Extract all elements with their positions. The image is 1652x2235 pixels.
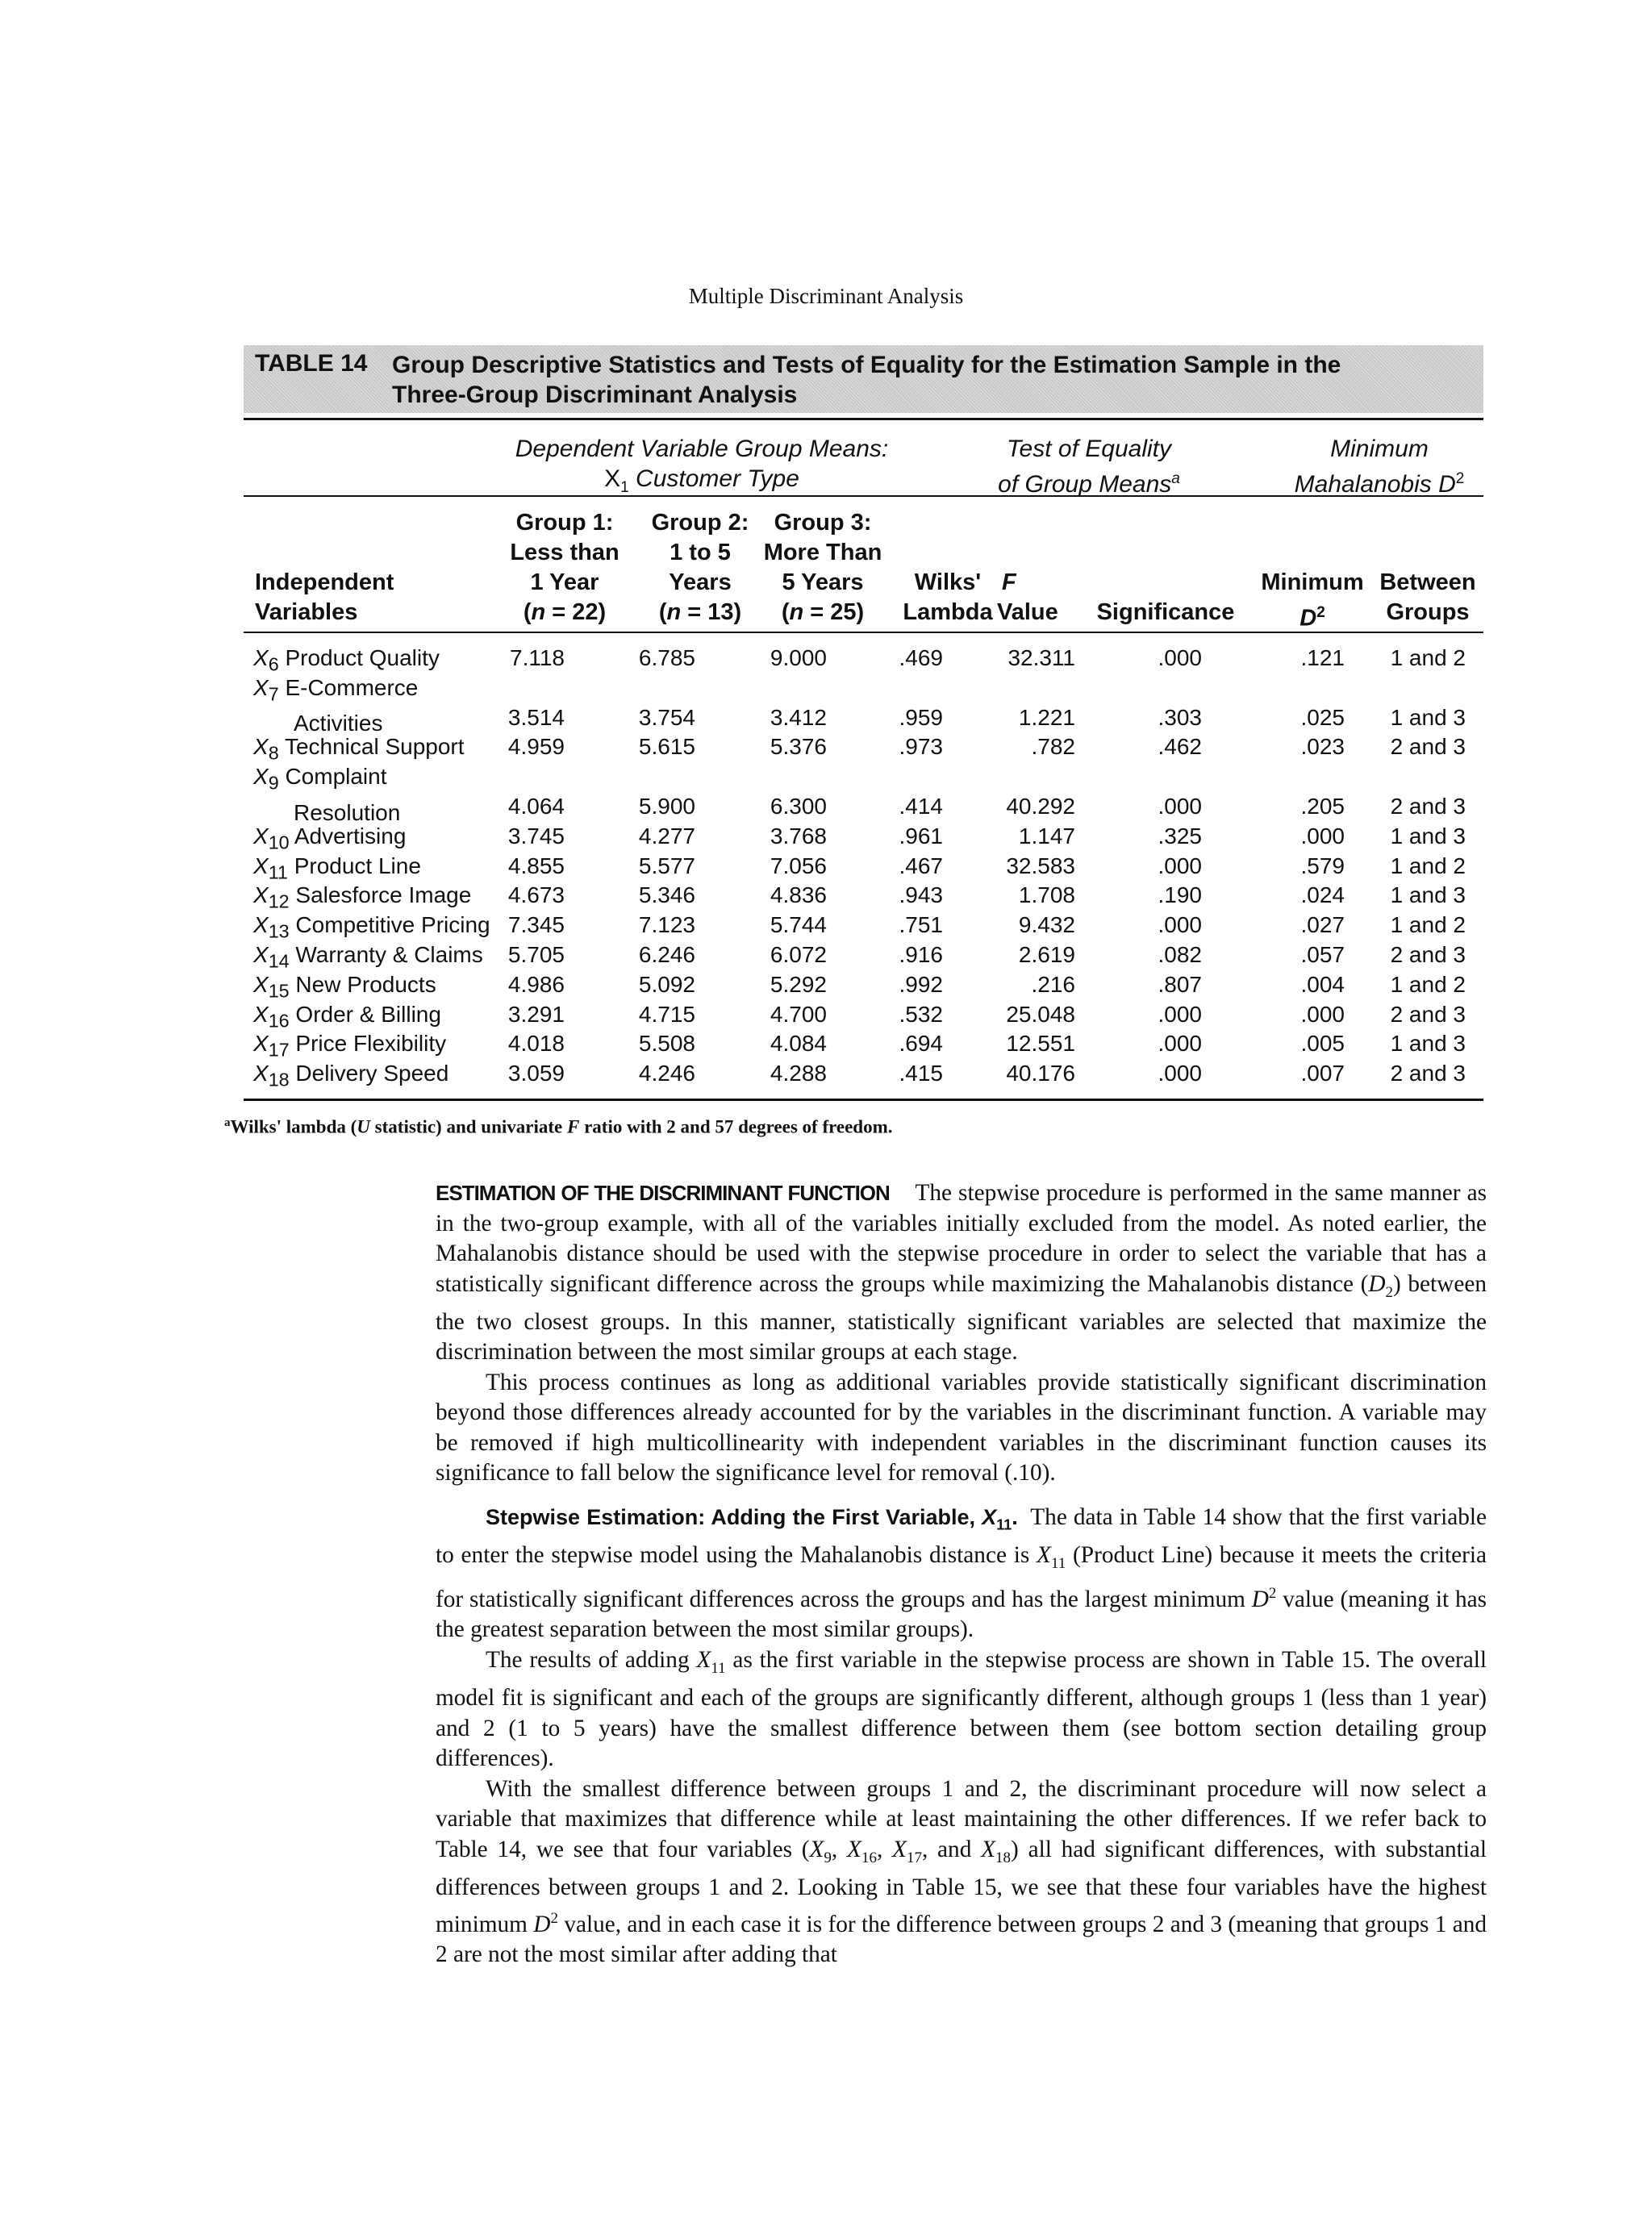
p3-x-sub: 11 — [1050, 1554, 1066, 1572]
group-means-x-sub: 1 — [620, 479, 629, 496]
cell-between: 1 and 3 — [1390, 704, 1466, 730]
cell-sig: .082 — [1158, 941, 1202, 967]
min-d2-header-d: D — [1299, 605, 1317, 632]
footnote-part2: statistic) and univariate — [369, 1116, 567, 1137]
variable-symbol: X — [253, 823, 269, 849]
independent-header-line2: Variables — [255, 599, 358, 625]
variable-label: Complaint — [285, 764, 387, 790]
independent-header-line1: Independent — [255, 569, 394, 595]
subhead-end: . — [1012, 1504, 1018, 1529]
p5-x16: X — [847, 1836, 861, 1862]
cell-between: 2 and 3 — [1390, 941, 1466, 967]
table-caption-line2: Three-Group Discriminant Analysis — [392, 382, 798, 408]
cell-wilks: .961 — [899, 823, 943, 849]
cell-wilks: .973 — [899, 734, 943, 760]
footnote-marker: a — [224, 1116, 231, 1129]
cell-f: .782 — [1031, 734, 1075, 760]
cell-between: 1 and 3 — [1390, 1031, 1466, 1057]
footnote-part1: Wilks' lambda ( — [230, 1116, 357, 1137]
variable-label: Order & Billing — [295, 1001, 441, 1027]
cell-f: 1.708 — [1018, 882, 1075, 908]
p5-text-b: ) all had significant differences, with substantial differences between groups 1 and 2. Looking in Table 15, we see that these four variables have the highest minimum — [436, 1836, 1487, 1937]
variable-label: New Products — [295, 971, 436, 997]
cell-g3: 4.288 — [770, 1061, 827, 1086]
group3-header-line3: 5 Years — [782, 569, 864, 595]
variable-subscript: 9 — [268, 772, 279, 794]
cell-g1: 4.018 — [507, 1031, 565, 1057]
cell-wilks: .694 — [899, 1031, 943, 1057]
footnote-f: F — [566, 1116, 580, 1137]
cell-between: 1 and 3 — [1390, 823, 1466, 849]
cell-g3: 4.084 — [770, 1031, 827, 1057]
cell-f: 32.583 — [1006, 853, 1075, 878]
cell-g3: 9.000 — [770, 645, 827, 670]
variable-label: Product Line — [294, 853, 421, 878]
cell-g1: 4.855 — [507, 853, 565, 878]
cell-wilks: .467 — [899, 853, 943, 878]
p3-d: D — [1251, 1586, 1269, 1612]
cell-g3: 5.376 — [770, 734, 827, 760]
cell-wilks: .469 — [899, 645, 943, 670]
variable-symbol: X — [253, 1001, 269, 1027]
cell-g1: 7.118 — [510, 645, 565, 670]
cell-between: 1 and 2 — [1390, 971, 1466, 997]
mahalanobis-header-line2: Mahalanobis D — [1294, 471, 1456, 498]
wilks-header-line1: Wilks' — [914, 569, 982, 595]
running-head: Multiple Discriminant Analysis — [688, 284, 964, 308]
p1-d: D — [1368, 1270, 1386, 1297]
cell-d2: .000 — [1300, 1001, 1345, 1027]
table-row — [244, 822, 1483, 852]
variable-label: Delivery Speed — [295, 1061, 449, 1086]
variable-symbol: X — [253, 1031, 269, 1057]
cell-wilks: .532 — [899, 1001, 943, 1027]
cell-f: 40.292 — [1006, 793, 1075, 819]
variable-symbol: X — [253, 853, 269, 878]
p5-text-c: value, and in each case it is for the difference between groups 2 and 3 (meaning that groups 1 and 2 are not the most similar after adding that — [436, 1911, 1487, 1967]
cell-g2: 4.246 — [638, 1061, 695, 1086]
group1-header-line4: (n = 22) — [523, 599, 607, 625]
variable-subscript: 17 — [268, 1039, 290, 1061]
table-row — [244, 940, 1483, 970]
variable-name — [253, 1059, 448, 1095]
p5-sep2: , — [876, 1836, 893, 1862]
variable-label: Technical Support — [284, 734, 465, 760]
variable-label: Product Quality — [285, 645, 440, 670]
variable-symbol: X — [253, 882, 269, 908]
variable-symbol: X — [253, 1061, 269, 1086]
cell-between: 2 and 3 — [1390, 734, 1466, 760]
p5-x16-sub: 16 — [861, 1849, 877, 1866]
p3-text-b: (Product Line) because it meets the criteria for statistically significant differences across the groups and has the largest minimum — [436, 1541, 1487, 1612]
p3-text-a: The data in Table 14 show that the first variable to enter the stepwise model using the Mahalanobis distance is — [436, 1503, 1487, 1568]
cell-sig: .000 — [1158, 912, 1202, 938]
p1-text-b: ) between the two closest groups. In this manner, statistically significant variables are selected that maximize the discrimination between the most similar groups at each stage. — [436, 1270, 1487, 1366]
cell-sig: .000 — [1158, 1031, 1202, 1057]
section-heading-estimation: ESTIMATION OF THE DISCRIMINANT FUNCTION — [436, 1181, 890, 1205]
cell-g2: 5.615 — [638, 734, 695, 760]
cell-g3: 4.836 — [770, 882, 827, 908]
cell-g1: 5.705 — [507, 941, 565, 967]
group3-header-line4: (n = 25) — [781, 599, 865, 625]
between-header-line2: Groups — [1386, 599, 1470, 625]
variable-subscript: 13 — [268, 920, 290, 942]
significance-header-text: Significance — [1096, 599, 1235, 625]
cell-sig: .000 — [1158, 1061, 1202, 1086]
table-row — [244, 732, 1483, 762]
body-text — [436, 1178, 1487, 1970]
variable-name — [253, 762, 400, 828]
cell-sig: .000 — [1158, 853, 1202, 878]
cell-d2: .027 — [1300, 912, 1345, 938]
table-caption — [392, 350, 1341, 410]
min-d2-header-sup: 2 — [1316, 604, 1325, 621]
independent-variables-header — [255, 568, 394, 628]
variable-label: Salesforce Image — [295, 882, 472, 908]
group2-header-line4: (n = 13) — [658, 599, 742, 625]
cell-sig: .000 — [1158, 645, 1202, 670]
variable-subscript: 18 — [268, 1069, 290, 1090]
cell-sig: .807 — [1158, 971, 1202, 997]
group-means-header-line2 — [604, 465, 799, 496]
cell-between: 2 and 3 — [1390, 1061, 1466, 1086]
mahalanobis-header-line1: Minimum — [1330, 436, 1429, 462]
between-header-line1: Between — [1379, 569, 1476, 595]
cell-g2: 4.715 — [638, 1001, 695, 1027]
cell-g1: 3.291 — [507, 1001, 565, 1027]
variable-symbol: X — [253, 971, 269, 997]
variable-label: E-Commerce — [285, 674, 419, 700]
cell-between: 1 and 2 — [1390, 912, 1466, 938]
cell-g1: 3.514 — [507, 704, 565, 730]
p1-d-sub: 2 — [1385, 1283, 1394, 1301]
footnote-u: U — [357, 1116, 370, 1137]
p5-x17-sub: 17 — [906, 1849, 922, 1866]
p1-text-a: The stepwise procedure is performed in the same manner as in the two-group example, with all of the variables initially excluded from the model. As noted earlier, the Mahalanobis distance should be used with the stepwise procedure in order to select the variable that has a statistically significant difference across the groups while maximizing the Mahalanobis distance ( — [436, 1180, 1487, 1297]
table-caption-line1: Group Descriptive Statistics and Tests of Equality for the Estimation Sample in the — [392, 352, 1341, 378]
footnote-part3: ratio with 2 and 57 degrees of freedom. — [579, 1116, 893, 1137]
p4-text-a: The results of adding — [486, 1646, 697, 1673]
cell-g3: 6.072 — [770, 941, 827, 967]
cell-g1: 4.959 — [507, 734, 565, 760]
p4-x-sub: 11 — [711, 1659, 726, 1677]
significance-header — [1089, 598, 1242, 628]
table-row — [244, 881, 1483, 911]
variable-symbol: X — [253, 674, 269, 700]
group2-header-line1: Group 2: — [651, 510, 749, 536]
table-row — [244, 644, 1483, 673]
cell-f: 1.147 — [1018, 823, 1075, 849]
cell-d2: .023 — [1300, 734, 1345, 760]
p5-x18: X — [981, 1836, 996, 1862]
cell-g3: 7.056 — [770, 853, 827, 878]
group2-header-line2: 1 to 5 — [670, 540, 731, 565]
cell-g2: 5.577 — [638, 853, 695, 878]
table-row — [244, 852, 1483, 882]
p3-text-c: value (meaning it has the greatest separation between the most similar groups). — [436, 1586, 1487, 1643]
variable-symbol: X — [253, 912, 269, 938]
paragraph-first-variable — [436, 1503, 1487, 1645]
cell-d2: .024 — [1300, 882, 1345, 908]
cell-between: 1 and 2 — [1390, 853, 1466, 878]
variable-name — [253, 673, 418, 739]
cell-g3: 3.768 — [770, 823, 827, 849]
cell-sig: .000 — [1158, 793, 1202, 819]
table-body — [244, 644, 1483, 1089]
variable-subscript: 10 — [268, 832, 290, 853]
cell-g1: 4.064 — [507, 793, 565, 819]
cell-g3: 6.300 — [770, 793, 827, 819]
cell-g2: 6.785 — [638, 645, 695, 670]
wilks-lambda-header — [895, 568, 1000, 628]
table-row — [244, 1000, 1483, 1030]
cell-wilks: .415 — [899, 1061, 943, 1086]
cell-d2: .025 — [1300, 704, 1345, 730]
cell-f: 12.551 — [1006, 1031, 1075, 1057]
table-footnote — [224, 1116, 893, 1138]
f-header-line1: F — [1002, 569, 1016, 595]
subhead-x-sub: 11 — [996, 1516, 1012, 1533]
p5-and: , and — [921, 1836, 982, 1862]
variable-label: Price Flexibility — [295, 1031, 447, 1057]
group2-header — [644, 508, 757, 628]
p3-x: X — [1037, 1541, 1051, 1568]
paragraph-estimation — [436, 1178, 1487, 1368]
min-d2-header-line1: Minimum — [1261, 569, 1364, 595]
table-row — [244, 1059, 1483, 1089]
cell-g3: 5.744 — [770, 912, 827, 938]
variable-symbol: X — [253, 734, 269, 760]
cell-g1: 7.345 — [507, 912, 565, 938]
cell-sig: .190 — [1158, 882, 1202, 908]
cell-wilks: .943 — [899, 882, 943, 908]
f-header-line2: Value — [997, 599, 1058, 625]
cell-f: 25.048 — [1006, 1001, 1075, 1027]
cell-g1: 3.059 — [507, 1061, 565, 1086]
group3-header-line2: More Than — [763, 540, 882, 565]
minimum-d2-header — [1260, 568, 1365, 634]
equality-header-line1: Test of Equality — [1006, 436, 1171, 462]
variable-symbol: X — [253, 645, 269, 670]
subhead-text: Stepwise Estimation: Adding the First Variable, — [486, 1504, 982, 1529]
paragraph-process: This process continues as long as additional variables provide statistically significant discrimination beyond those differences already accounted for by the variables in the discriminant function. A variable may be removed if high multicollinearity with independent variables in the discriminant function causes its significance to fall below the significance level for removal (.10). — [436, 1369, 1487, 1487]
p5-d: D — [533, 1911, 551, 1937]
p5-text-a: With the smallest difference between groups 1 and 2, the discriminant procedure will now select a variable that maximizes that difference while at least maintaining the other differences. If we refer back to Table 14, we see that four variables ( — [436, 1775, 1487, 1862]
cell-sig: .000 — [1158, 1001, 1202, 1027]
cell-d2: .205 — [1300, 793, 1345, 819]
table-top-rule — [244, 418, 1483, 420]
cell-wilks: .992 — [899, 971, 943, 997]
wilks-header-line2: Lambda — [903, 599, 993, 625]
group-means-header-rest: Customer Type — [628, 465, 799, 492]
cell-g1: 4.986 — [507, 971, 565, 997]
mahalanobis-header — [1258, 434, 1500, 499]
cell-wilks: .751 — [899, 912, 943, 938]
p3-d-sup: 2 — [1268, 1585, 1277, 1603]
cell-between: 1 and 3 — [1390, 882, 1466, 908]
variable-subscript: 12 — [268, 890, 290, 912]
cell-d2: .057 — [1300, 941, 1345, 967]
variable-subscript: 15 — [268, 980, 290, 1002]
p5-x9: X — [809, 1836, 824, 1862]
variable-label: Advertising — [294, 823, 407, 849]
cell-d2: .579 — [1300, 853, 1345, 878]
cell-f: 2.619 — [1018, 941, 1075, 967]
cell-d2: .121 — [1300, 645, 1345, 670]
p4-x: X — [696, 1646, 711, 1673]
cell-wilks: .916 — [899, 941, 943, 967]
cell-g3: 4.700 — [770, 1001, 827, 1027]
p5-x9-sub: 9 — [824, 1849, 832, 1866]
variable-subscript: 16 — [268, 1010, 290, 1032]
cell-f: 40.176 — [1006, 1061, 1075, 1086]
equality-footnote-marker: a — [1171, 470, 1180, 487]
cell-g2: 5.092 — [638, 971, 695, 997]
variable-subscript: 14 — [268, 950, 290, 972]
cell-f: 32.311 — [1007, 645, 1075, 670]
variable-subscript: 6 — [268, 653, 279, 675]
cell-between: 1 and 2 — [1390, 645, 1466, 670]
subhead-x: X — [982, 1504, 997, 1529]
variable-symbol: X — [253, 941, 269, 967]
p5-sep1: , — [831, 1836, 848, 1862]
group1-header-line3: 1 Year — [530, 569, 599, 595]
table-row — [244, 911, 1483, 940]
between-groups-header — [1371, 568, 1484, 628]
group2-header-line3: Years — [669, 569, 732, 595]
cell-sig: .325 — [1158, 823, 1202, 849]
table-row — [244, 762, 1483, 825]
table-row — [244, 673, 1483, 736]
equality-header-line2: of Group Means — [998, 471, 1172, 498]
p4-text-b: as the first variable in the stepwise process are shown in Table 15. The overall model fit is significant and each of the groups are significantly different, although groups 1 (less than 1 year) and 2 (1 to 5 years) have the smallest difference between them (see bottom section detailing group differences). — [436, 1646, 1487, 1772]
variable-subscript: 8 — [268, 742, 279, 764]
equality-header — [944, 434, 1234, 499]
mahalanobis-header-sup: 2 — [1455, 470, 1465, 487]
cell-wilks: .414 — [899, 793, 943, 819]
group-means-header-line1: Dependent Variable Group Means: — [515, 436, 889, 462]
cell-g2: 5.508 — [638, 1031, 695, 1057]
cell-g2: 5.346 — [638, 882, 695, 908]
group3-header — [762, 508, 883, 628]
variable-symbol: X — [253, 764, 269, 790]
cell-d2: .000 — [1300, 823, 1345, 849]
table-label: TABLE 14 — [255, 350, 368, 377]
p5-d-sup: 2 — [550, 1909, 558, 1927]
cell-f: 9.432 — [1018, 912, 1075, 938]
paragraph-results — [436, 1645, 1487, 1774]
cell-g2: 4.277 — [638, 823, 695, 849]
group-means-x: X — [604, 465, 621, 492]
paragraph-smallest-difference — [436, 1774, 1487, 1970]
cell-g2: 3.754 — [638, 704, 695, 730]
table-bottom-rule — [244, 1099, 1483, 1101]
cell-g2: 5.900 — [638, 793, 695, 819]
variable-label-continued: Resolution — [294, 799, 401, 825]
cell-sig: .462 — [1158, 734, 1202, 760]
group3-header-line1: Group 3: — [774, 510, 872, 536]
variable-subscript: 11 — [268, 861, 288, 883]
group1-header-line1: Group 1: — [515, 510, 614, 536]
group-means-header — [484, 434, 920, 502]
table-row — [244, 970, 1483, 1000]
cell-g2: 6.246 — [638, 941, 695, 967]
f-value-header — [997, 568, 1086, 628]
group1-header — [508, 508, 621, 628]
table-caption-banner — [244, 345, 1483, 413]
p5-x17: X — [892, 1836, 907, 1862]
cell-f: .216 — [1031, 971, 1075, 997]
variable-label-continued: Activities — [294, 711, 383, 736]
cell-g3: 5.292 — [770, 971, 827, 997]
cell-d2: .004 — [1300, 971, 1345, 997]
group1-header-line2: Less than — [510, 540, 620, 565]
variable-label: Warranty & Claims — [295, 941, 483, 967]
variable-subscript: 7 — [268, 683, 279, 705]
cell-d2: .007 — [1300, 1061, 1345, 1086]
cell-f: 1.221 — [1018, 704, 1075, 730]
table-row — [244, 1029, 1483, 1059]
cell-g1: 4.673 — [507, 882, 565, 908]
cell-g3: 3.412 — [770, 704, 827, 730]
cell-between: 2 and 3 — [1390, 1001, 1466, 1027]
cell-d2: .005 — [1300, 1031, 1345, 1057]
cell-g1: 3.745 — [507, 823, 565, 849]
variable-label: Competitive Pricing — [295, 912, 490, 938]
subheading-first-variable — [486, 1504, 1018, 1533]
cell-sig: .303 — [1158, 704, 1202, 730]
cell-between: 2 and 3 — [1390, 793, 1466, 819]
p5-x18-sub: 18 — [995, 1849, 1012, 1866]
cell-wilks: .959 — [899, 704, 943, 730]
cell-g2: 7.123 — [638, 912, 695, 938]
